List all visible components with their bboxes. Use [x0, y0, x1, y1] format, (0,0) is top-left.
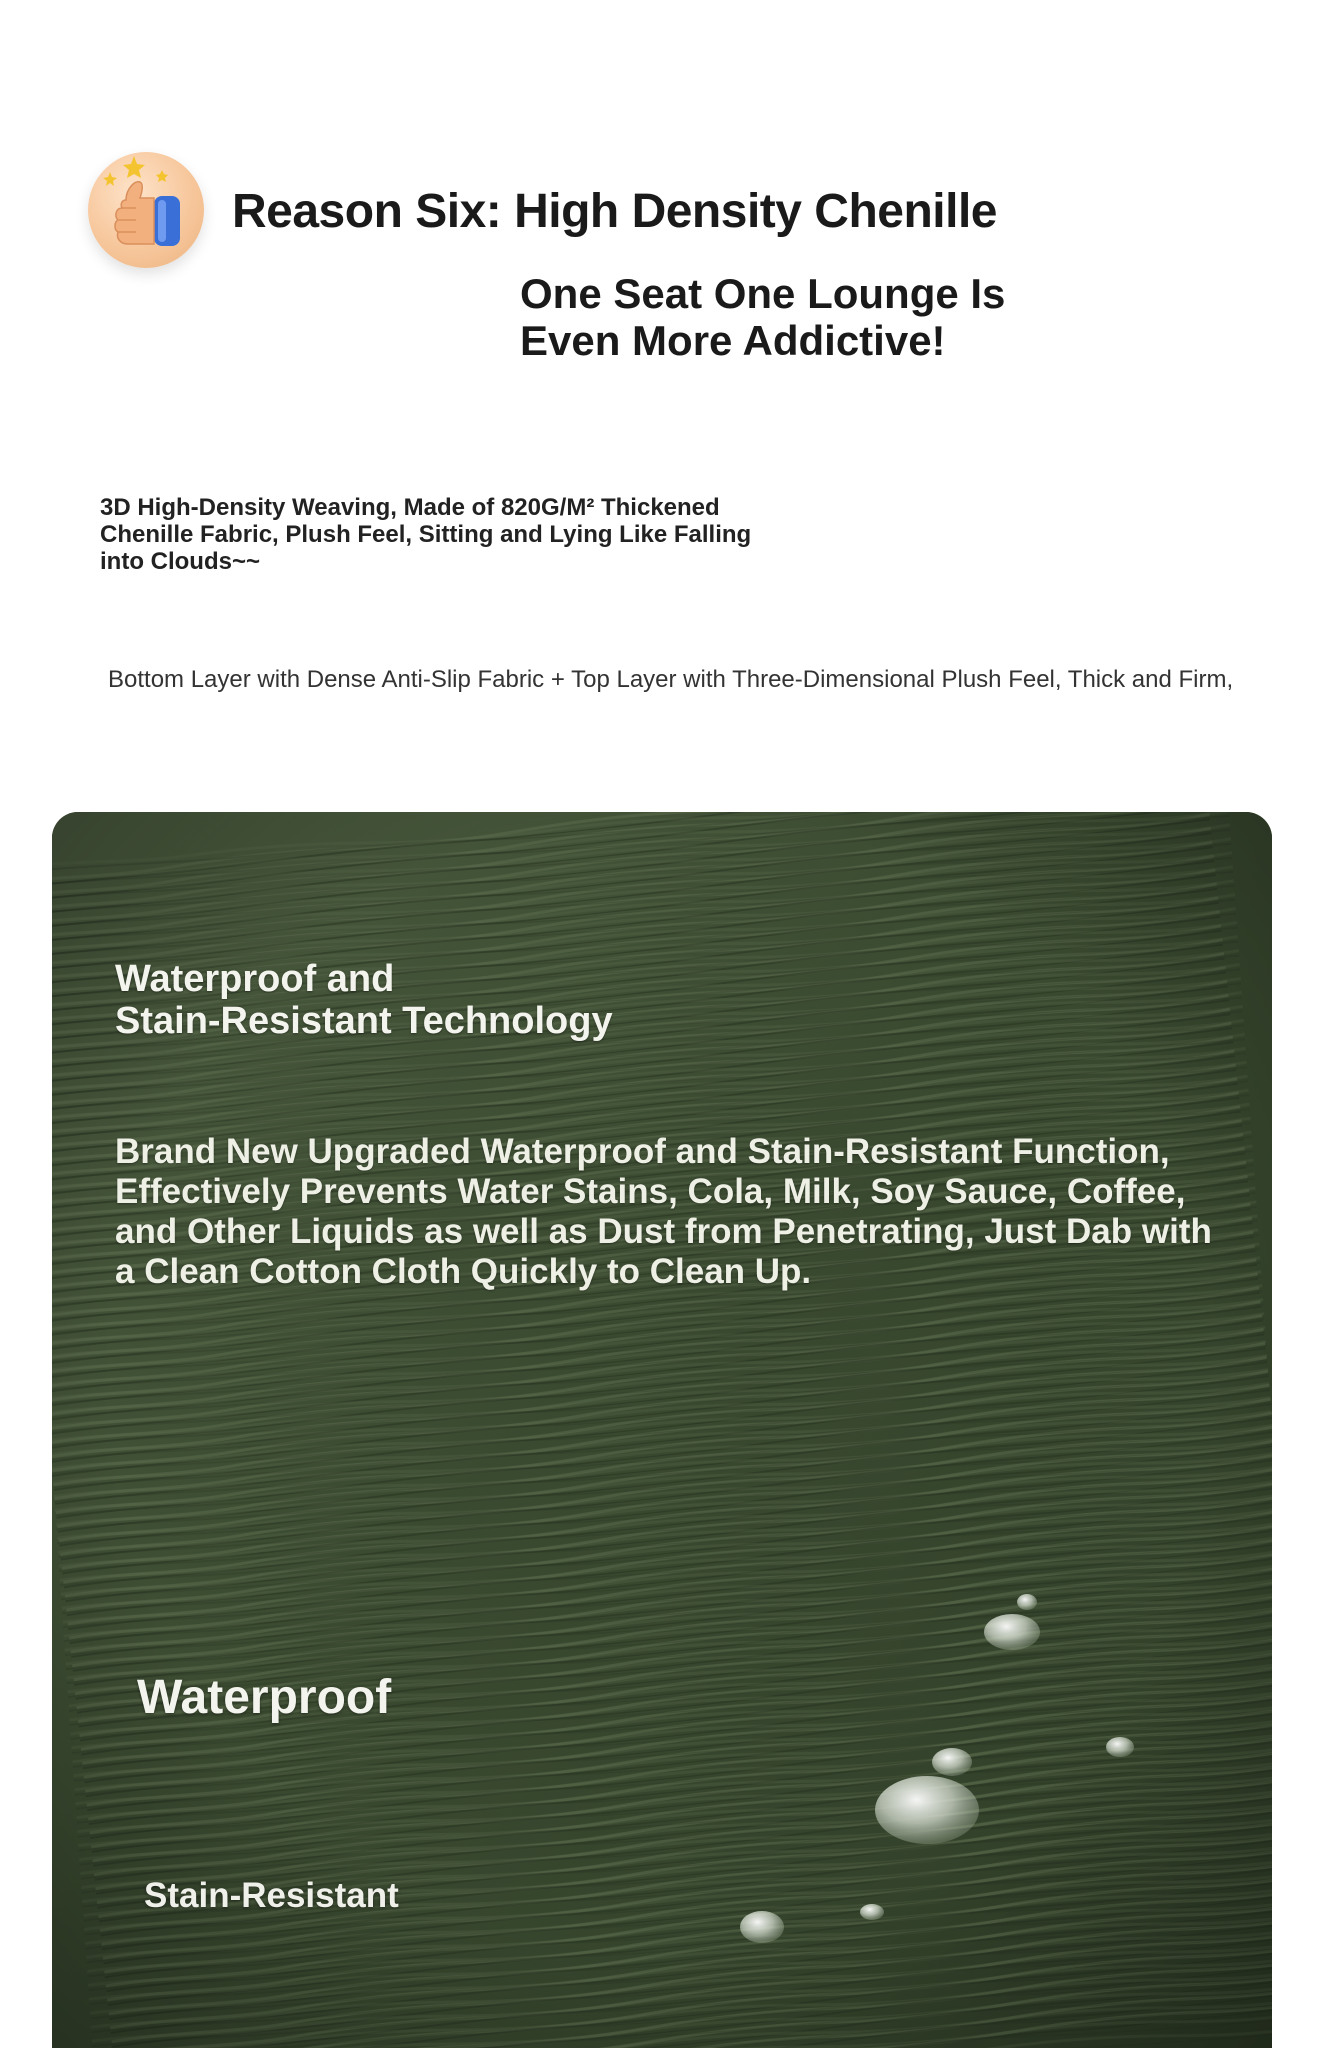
- fabric-description: 3D High-Density Weaving, Made of 820G/M² Thickened Chenille Fabric, Plush Feel, Sitting and Lying Like Falling into Clouds~~: [100, 494, 752, 575]
- waterproof-label: Waterproof: [137, 1671, 392, 1724]
- panel-description: Brand New Upgraded Waterproof and Stain-Resistant Function, Effectively Prevents Water Stains, Cola, Milk, Soy Sauce, Coffee, and Other Liquids as well as Dust from Penetrating, Just Dab with a Clean Cotton Cloth Quickly to Clean Up.: [115, 1132, 1212, 1291]
- fabric-image-panel: [52, 812, 1272, 2048]
- subtitle-line-1: One Seat One Lounge Is: [520, 270, 1006, 317]
- stain-resistant-label: Stain-Resistant: [144, 1876, 399, 1915]
- subtitle-line-2: Even More Addictive!: [520, 317, 946, 364]
- page-subtitle: [520, 270, 1140, 364]
- layer-description: Bottom Layer with Dense Anti-Slip Fabric + Top Layer with Three-Dimensional Plush Feel, Thick and Firm,: [108, 666, 1234, 693]
- panel-heading: [115, 958, 613, 1042]
- thumbs-up-icon: [88, 152, 204, 268]
- panel-heading-line-1: Waterproof and: [115, 958, 395, 1000]
- panel-heading-line-2: Stain-Resistant Technology: [115, 1000, 613, 1042]
- page-title: Reason Six: High Density Chenille: [232, 185, 997, 238]
